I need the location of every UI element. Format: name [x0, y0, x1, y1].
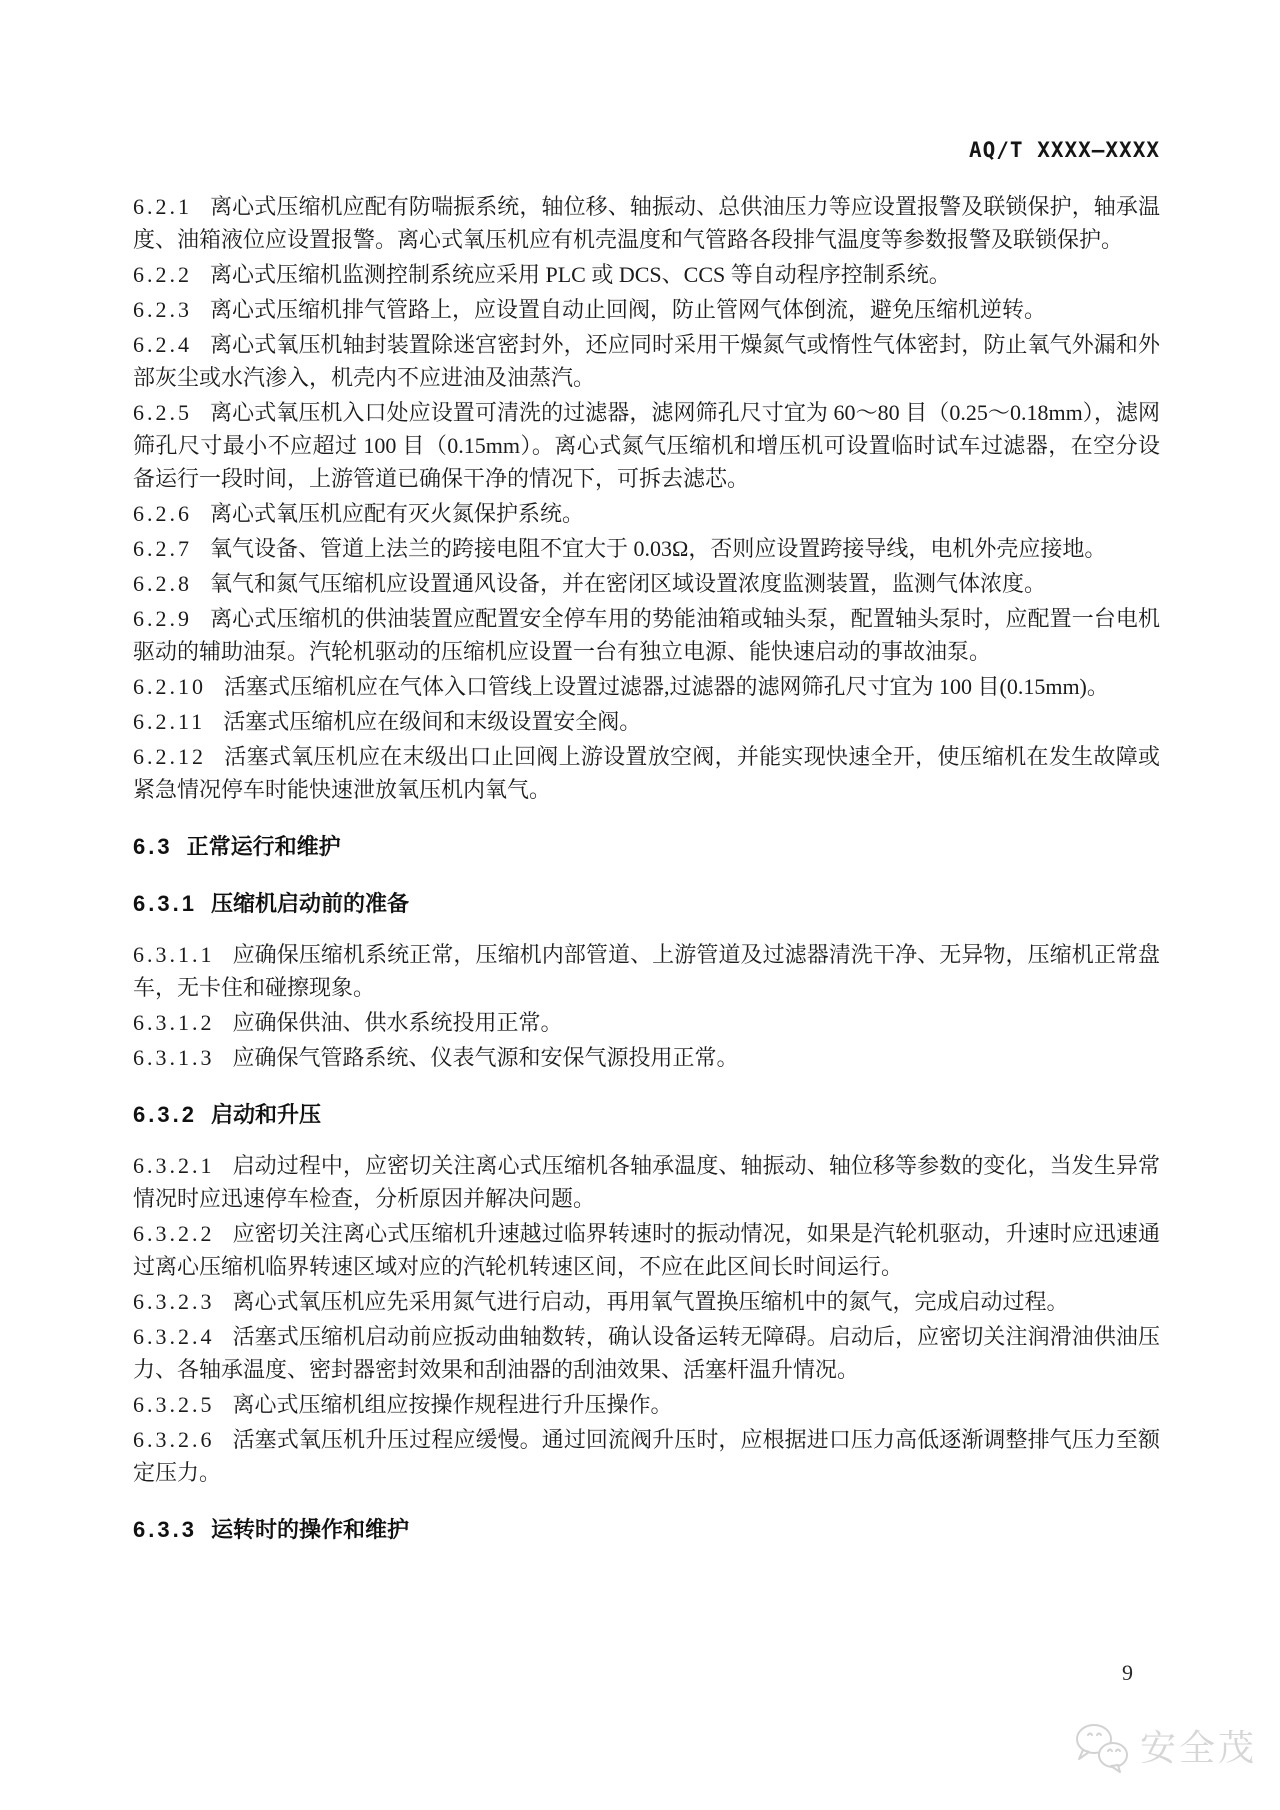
clause-number: 6.3.2.4 [133, 1324, 215, 1349]
clause-number: 6.3.1.2 [133, 1010, 215, 1035]
clause-number: 6.3.1 [133, 891, 197, 916]
clause-heading-6.3.1 [133, 887, 1160, 920]
clause-text: 离心式氧压机应先采用氮气进行启动，再用氧气置换压缩机中的氮气，完成启动过程。 [232, 1289, 1069, 1314]
clause-text: 压缩机启动前的准备 [210, 891, 409, 916]
clause-para-6.2.3 [133, 293, 1160, 326]
clause-number: 6.3.2.2 [133, 1221, 215, 1246]
clause-number: 6.2.5 [133, 400, 192, 425]
clause-number: 6.3.1.1 [133, 942, 215, 967]
clause-text: 应确保气管路系统、仪表气源和安保气源投用正常。 [232, 1045, 739, 1070]
clause-text: 离心式压缩机排气管路上，应设置自动止回阀，防止管网气体倒流，避免压缩机逆转。 [210, 297, 1047, 322]
clause-text: 运转时的操作和维护 [210, 1517, 409, 1542]
clause-number: 6.2.8 [133, 571, 192, 596]
clause-heading-6.3.2 [133, 1098, 1160, 1131]
clause-para-6.2.4 [133, 328, 1160, 394]
clause-text: 氧气和氮气压缩机应设置通风设备，并在密闭区域设置浓度监测装置，监测气体浓度。 [210, 571, 1047, 596]
clause-number: 6.2.4 [133, 332, 192, 357]
clause-text: 活塞式压缩机启动前应扳动曲轴数转，确认设备运转无障碍。启动后，应密切关注润滑油供油压力、各轴承温度、密封器密封效果和刮油器的刮油效果、活塞杆温升情况。 [133, 1324, 1160, 1382]
watermark-text: 安全茂 [1140, 1727, 1258, 1768]
clause-number: 6.3.3 [133, 1517, 197, 1542]
clause-number: 6.3 [133, 834, 173, 859]
clause-para-6.2.6 [133, 497, 1160, 530]
clause-para-6.3.2.6 [133, 1423, 1160, 1489]
clause-para-6.2.2 [133, 258, 1160, 291]
clause-para-6.3.2.5 [133, 1388, 1160, 1421]
clause-para-6.3.1.2 [133, 1006, 1160, 1039]
clause-para-6.3.2.1 [133, 1149, 1160, 1215]
clause-number: 6.2.10 [133, 674, 206, 699]
clause-para-6.2.1 [133, 190, 1160, 256]
clause-number: 6.2.2 [133, 262, 192, 287]
clause-text: 活塞式压缩机应在气体入口管线上设置过滤器,过滤器的滤网筛孔尺寸宜为 100 目(0.15mm)。 [224, 674, 1109, 699]
clause-number: 6.3.1.3 [133, 1045, 215, 1070]
clause-number: 6.2.3 [133, 297, 192, 322]
clause-text: 启动和升压 [210, 1102, 321, 1127]
clause-para-6.3.2.4 [133, 1320, 1160, 1386]
watermark [1072, 1722, 1257, 1774]
clause-para-6.2.11 [133, 705, 1160, 738]
clause-text: 活塞式氧压机应在末级出口止回阀上游设置放空阀，并能实现快速全开，使压缩机在发生故障或紧急情况停车时能快速泄放氧压机内氧气。 [133, 744, 1160, 802]
clause-para-6.2.8 [133, 567, 1160, 600]
clause-text: 正常运行和维护 [186, 834, 341, 859]
clause-text: 离心式氧压机入口处应设置可清洗的过滤器，滤网筛孔尺寸宜为 60～80 目（0.25～0.18mm），滤网筛孔尺寸最小不应超过 100 目（0.15mm）。离心式氮气压缩机和增压机可设置临时试车过滤器，在空分设备运行一段时间，上游管道已确保干净的情况下，可拆去滤芯。 [133, 400, 1160, 491]
clause-heading-6.3.3 [133, 1513, 1160, 1546]
clause-para-6.2.9 [133, 602, 1160, 668]
clause-para-6.2.12 [133, 740, 1160, 806]
clause-heading-6.3 [133, 830, 1160, 863]
clause-para-6.2.10 [133, 670, 1160, 703]
document-body [133, 190, 1160, 1546]
clause-para-6.2.5 [133, 396, 1160, 495]
clause-number: 6.2.12 [133, 744, 206, 769]
clause-text: 氧气设备、管道上法兰的跨接电阻不宜大于 0.03Ω，否则应设置跨接导线，电机外壳应接地。 [210, 536, 1107, 561]
page-number: 9 [1122, 1660, 1133, 1685]
clause-text: 离心式压缩机的供油装置应配置安全停车用的势能油箱或轴头泵，配置轴头泵时，应配置一台电机驱动的辅助油泵。汽轮机驱动的压缩机应设置一台有独立电源、能快速启动的事故油泵。 [133, 606, 1160, 664]
document-code: AQ/T XXXX—XXXX [968, 138, 1160, 162]
wechat-bubbles-icon [1072, 1722, 1134, 1774]
clause-number: 6.3.2.3 [133, 1289, 215, 1314]
clause-text: 离心式压缩机组应按操作规程进行升压操作。 [232, 1392, 673, 1417]
clause-number: 6.2.11 [133, 709, 206, 734]
clause-number: 6.2.6 [133, 501, 192, 526]
clause-text: 活塞式压缩机应在级间和末级设置安全阀。 [223, 709, 642, 734]
clause-text: 应确保压缩机系统正常，压缩机内部管道、上游管道及过滤器清洗干净、无异物，压缩机正常盘车，无卡住和碰擦现象。 [133, 942, 1160, 1000]
clause-number: 6.2.9 [133, 606, 192, 631]
clause-para-6.3.2.2 [133, 1217, 1160, 1283]
clause-para-6.3.1.1 [133, 938, 1160, 1004]
clause-text: 应密切关注离心式压缩机升速越过临界转速时的振动情况，如果是汽轮机驱动，升速时应迅速通过离心压缩机临界转速区域对应的汽轮机转速区间，不应在此区间长时间运行。 [133, 1221, 1160, 1279]
clause-text: 离心式氧压机轴封装置除迷宫密封外，还应同时采用干燥氮气或惰性气体密封，防止氧气外漏和外部灰尘或水汽渗入，机壳内不应进油及油蒸汽。 [133, 332, 1160, 390]
clause-text: 活塞式氧压机升压过程应缓慢。通过回流阀升压时，应根据进口压力高低逐渐调整排气压力至额定压力。 [133, 1427, 1160, 1485]
clause-number: 6.3.2.6 [133, 1427, 215, 1452]
clause-text: 应确保供油、供水系统投用正常。 [232, 1010, 563, 1035]
clause-number: 6.2.7 [133, 536, 192, 561]
clause-para-6.3.1.3 [133, 1041, 1160, 1074]
clause-text: 离心式氧压机应配有灭火氮保护系统。 [210, 501, 585, 526]
clause-text: 离心式压缩机监测控制系统应采用 PLC 或 DCS、CCS 等自动程序控制系统。 [210, 262, 951, 287]
clause-para-6.3.2.3 [133, 1285, 1160, 1318]
clause-number: 6.3.2.5 [133, 1392, 215, 1417]
clause-number: 6.3.2.1 [133, 1153, 215, 1178]
clause-number: 6.3.2 [133, 1102, 197, 1127]
clause-text: 离心式压缩机应配有防喘振系统，轴位移、轴振动、总供油压力等应设置报警及联锁保护，轴承温度、油箱液位应设置报警。离心式氧压机应有机壳温度和气管路各段排气温度等参数报警及联锁保护。 [133, 194, 1160, 252]
clause-number: 6.2.1 [133, 194, 192, 219]
clause-text: 启动过程中，应密切关注离心式压缩机各轴承温度、轴振动、轴位移等参数的变化，当发生异常情况时应迅速停车检查，分析原因并解决问题。 [133, 1153, 1160, 1211]
clause-para-6.2.7 [133, 532, 1160, 565]
